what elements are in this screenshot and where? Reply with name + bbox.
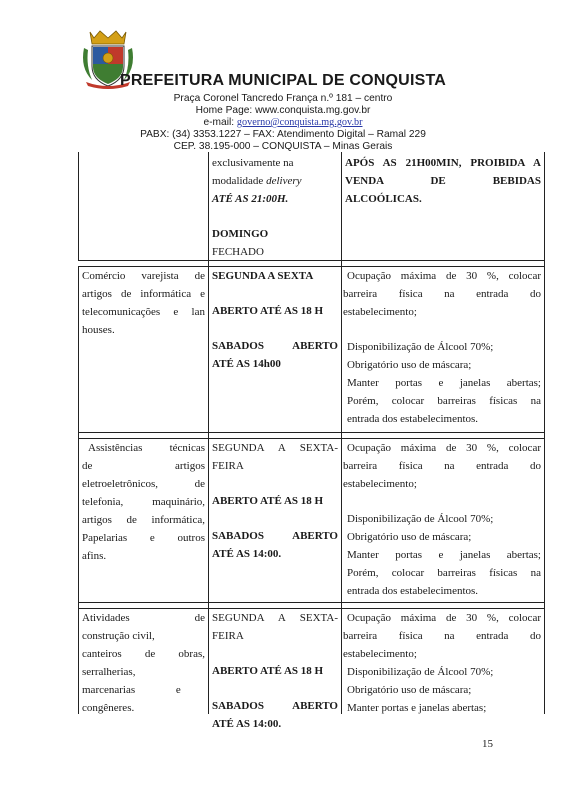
cell-line: Papelarias e outros xyxy=(82,532,205,544)
cell-line: estabelecimento; xyxy=(343,478,417,490)
cep-line: CEP. 38.195-000 – CONQUISTA – Minas Gerais xyxy=(173,141,393,152)
cell-line: ATÉ AS 14:00. xyxy=(212,718,282,730)
cell-line: SABADOS ABERTO xyxy=(212,530,338,542)
cell-line: DOMINGO xyxy=(212,228,269,240)
cell-line: Comércio varejista de xyxy=(82,270,205,282)
cell-line: SEGUNDA A SEXTA xyxy=(212,270,314,282)
cell-line: ATÉ AS 21:00H. xyxy=(212,193,289,205)
cell-line: Manter portas e janelas abertas; xyxy=(347,377,541,389)
delivery-italic: delivery xyxy=(266,175,302,187)
table-border-left xyxy=(78,266,79,714)
cell-line: Disponibilização de Álcool 70%; xyxy=(347,666,494,678)
cell-line: barreira física na entrada do xyxy=(343,288,541,300)
cell-line: de artigos xyxy=(82,460,205,472)
cell-line: serralherias, xyxy=(82,666,136,678)
cell-line: Atividades de xyxy=(82,612,205,624)
cell-line: ALCOÓLICAS. xyxy=(345,193,422,205)
email-label: e-mail: xyxy=(203,117,237,128)
cell-line: barreira física na entrada do xyxy=(343,460,541,472)
table-row-2-rules xyxy=(343,439,541,600)
cell-line: Disponibilização de Álcool 70%; xyxy=(347,341,494,353)
cell-line: Ocupação máxima de 30 %, colocar xyxy=(347,442,541,454)
regulations-table xyxy=(78,152,545,730)
cell-line: canteiros de obras, xyxy=(82,648,205,660)
table-row-0-hours xyxy=(212,154,338,261)
cell-line: Ocupação máxima de 30 %, colocar xyxy=(347,612,541,624)
cell-line: ABERTO ATÉ AS 18 H xyxy=(212,495,324,507)
cell-line: Porém, colocar barreiras físicas na xyxy=(347,567,541,579)
email-line xyxy=(0,117,566,129)
cell-line: Manter portas e janelas abertas; xyxy=(347,702,487,714)
cell-line: FECHADO xyxy=(212,246,264,258)
table-row-1-rules xyxy=(343,267,541,428)
table-border-right xyxy=(544,152,545,714)
cell-line: telecomunicações e lan xyxy=(82,306,205,318)
cell-line: artigos de informática e xyxy=(82,288,205,300)
table-row-0-rules xyxy=(345,154,541,208)
cell-line: Disponibilização de Álcool 70%; xyxy=(347,513,494,525)
homepage-line: Home Page: www.conquista.mg.gov.br xyxy=(195,105,371,116)
cell-line: afins. xyxy=(82,550,107,562)
table-row-3-activity xyxy=(82,609,205,717)
cell-line: artigos de informática, xyxy=(82,514,205,526)
cell-line: eletroeletrônicos, de xyxy=(82,478,205,490)
table-row-3-hours xyxy=(212,609,338,733)
cell-line: Obrigatório uso de máscara; xyxy=(347,531,472,543)
cell-line: SABADOS ABERTO xyxy=(212,700,338,712)
cell-line: Ocupação máxima de 30 %, colocar xyxy=(347,270,541,282)
cell-line: Obrigatório uso de máscara; xyxy=(347,359,472,371)
email-link[interactable]: governo@conquista.mg.gov.br xyxy=(236,117,363,128)
cell-line: SABADOS ABERTO xyxy=(212,340,338,352)
row-divider-3 xyxy=(78,602,545,603)
column-divider-2 xyxy=(341,152,342,714)
cell-line: Porém, colocar barreiras físicas na xyxy=(347,395,541,407)
table-border-left-top xyxy=(78,152,79,260)
table-row-2-activity xyxy=(82,439,205,565)
table-row-1-hours xyxy=(212,267,338,373)
letterhead xyxy=(0,0,566,152)
table-row-1-activity xyxy=(82,267,205,339)
cell-line: exclusivamente na xyxy=(212,157,294,169)
cell-line: construção civil, xyxy=(82,630,155,642)
cell-line: entrada dos estabelecimentos. xyxy=(347,413,479,425)
cell-line: telefonia, maquinário, xyxy=(82,496,205,508)
cell-line: congêneres. xyxy=(82,702,135,714)
row-divider-2 xyxy=(78,432,545,433)
cell-line: APÓS AS 21H00MIN, PROIBIDA A xyxy=(345,157,541,169)
cell-line: Manter portas e janelas abertas; xyxy=(347,549,541,561)
cell-line: entrada dos estabelecimentos. xyxy=(347,585,479,597)
institution-title: PREFEITURA MUNICIPAL DE CONQUISTA xyxy=(119,72,446,89)
cell-line: modalidade delivery xyxy=(212,175,302,187)
cell-line: FEIRA xyxy=(212,630,244,642)
cell-line: marcenarias e xyxy=(82,684,181,696)
table-row-2-hours xyxy=(212,439,338,563)
cell-line: houses. xyxy=(82,324,115,336)
cell-line: FEIRA xyxy=(212,460,244,472)
cell-line: Assistências técnicas xyxy=(88,442,205,454)
cell-line: barreira física na entrada do xyxy=(343,630,541,642)
page-number: 15 xyxy=(482,738,493,750)
phones-line: PABX: (34) 3353.1227 – FAX: Atendimento Digital – Ramal 229 xyxy=(140,129,426,140)
cell-line: SEGUNDA A SEXTA- xyxy=(212,612,338,624)
cell-line: ABERTO ATÉ AS 18 H xyxy=(212,305,324,317)
cell-line: VENDA DE BEBIDAS xyxy=(345,175,541,187)
cell-line: ATÉ AS 14:00. xyxy=(212,548,282,560)
column-divider-1 xyxy=(208,152,209,714)
table-row-3-rules xyxy=(343,609,541,717)
cell-line: ATÉ AS 14h00 xyxy=(212,358,281,370)
cell-line: estabelecimento; xyxy=(343,648,417,660)
cell-line: ABERTO ATÉ AS 18 H xyxy=(212,665,324,677)
cell-line: Obrigatório uso de máscara; xyxy=(347,684,472,696)
cell-line: estabelecimento; xyxy=(343,306,417,318)
address-line: Praça Coronel Tancredo França n.º 181 – centro xyxy=(173,93,393,104)
cell-line: SEGUNDA A SEXTA- xyxy=(212,442,338,454)
